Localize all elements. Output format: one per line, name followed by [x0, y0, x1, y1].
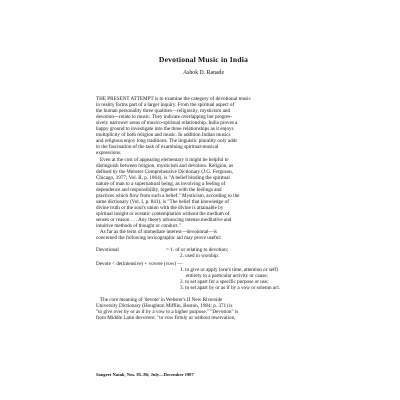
- definition-term-devotional: Devotional: [96, 247, 119, 253]
- body-line: "to give over by or as if by a vow to a higher purpose." "Devotion" is: [96, 309, 239, 315]
- body-line: and religious enjoy long traditions. The linguistic plurality only adds: [96, 138, 238, 144]
- definition-sense: entirely to a particular activity or cause;: [186, 273, 268, 279]
- body-line: sively narrower areas of musico-spiritual relationship. India proves a: [96, 120, 238, 126]
- body-line: to the fascination of the task of examining spiritual-musical: [96, 144, 219, 150]
- body-line: As far as the term of immediate interest—devotional—is: [100, 229, 217, 235]
- body-line: in reality forms part of a larger inquiry. From the spiritual aspect of: [96, 102, 235, 108]
- body-line: THE PRESENT ATTEMPT is to examine the category of devotional music: [96, 96, 251, 102]
- definition-sense: 2. to set apart for a specific purpose or use;: [180, 279, 269, 285]
- body-line: Even at the cost of appearing elementary it might be helpful to: [100, 157, 229, 163]
- article-page: [96, 56, 311, 378]
- body-line: Chicago, 1977; Vol. II, p. 1064), is "A belief binding the spiritual: [96, 175, 230, 181]
- body-line: happy ground to investigate into the three relationships as it enjoys: [96, 126, 234, 132]
- article-title: Devotional Music in India: [158, 55, 249, 64]
- body-line: concerned the following lexicographic aid may prove useful:: [96, 235, 222, 241]
- body-line: multiplicity of both religion and music. In addition Indian musics: [96, 132, 231, 138]
- journal-citation: Sangeet Natak, Nos. 85–86; July—December 1987: [96, 372, 194, 377]
- body-line: expressions.: [96, 150, 122, 156]
- body-line: distinguish between religion, mysticism and devotion. Religion, as: [96, 163, 234, 169]
- body-line: devotion—relate to music. They indicate overlapping but progres-: [96, 114, 233, 120]
- body-line: senses or reason . . . Any theory advancing intense meditative and: [96, 217, 232, 223]
- definition-term-devote: Devote < de(intensive) + vovere (vow) —: [96, 261, 183, 267]
- body-line: The core meaning of 'devote' in Webster's II New Riverside: [100, 297, 223, 303]
- body-line: defined by the Webster Comprehensive Dictionary (J.G. Ferguson,: [96, 169, 234, 175]
- body-line: nature of man to a supernatural being, as involving a feeling of: [96, 181, 226, 187]
- body-line: intuitive methods of thought or conduct.": [96, 223, 181, 229]
- body-line: divine truth or the soul's union with the divine is attainable by: [96, 205, 224, 211]
- body-line: from Middle Latin devovere: "to vow firmly or without reservation,: [96, 315, 236, 321]
- definition-sense: 3. to set apart by or as if by a vow or solemn act.: [180, 285, 281, 291]
- body-line: practices which flow from such a belief." Mysticism, according to the: [96, 193, 240, 199]
- body-line: same dictionary (Vol. I, p. 841), is "The belief that knowledge of: [96, 199, 229, 205]
- article-author: Ashok D. Ranade: [182, 70, 225, 76]
- definition-sense: 2. used in worship.: [180, 253, 219, 259]
- body-line: University Dictionary (Houghton Mifflin, Boston, 1984; p. 371) is: [96, 303, 233, 309]
- body-line: the human personality three qualities—religiosity, mysticism and: [96, 108, 231, 114]
- definition-sense: = 1. of or relating to devotion;: [166, 247, 229, 253]
- body-line: dependence and responsibility, together with the feelings and: [96, 187, 222, 193]
- definition-sense: 1. to give or apply (one's time, attention or self): [180, 267, 278, 273]
- body-line: spiritual insight or ecstatic contemplation without the medium of: [96, 211, 230, 217]
